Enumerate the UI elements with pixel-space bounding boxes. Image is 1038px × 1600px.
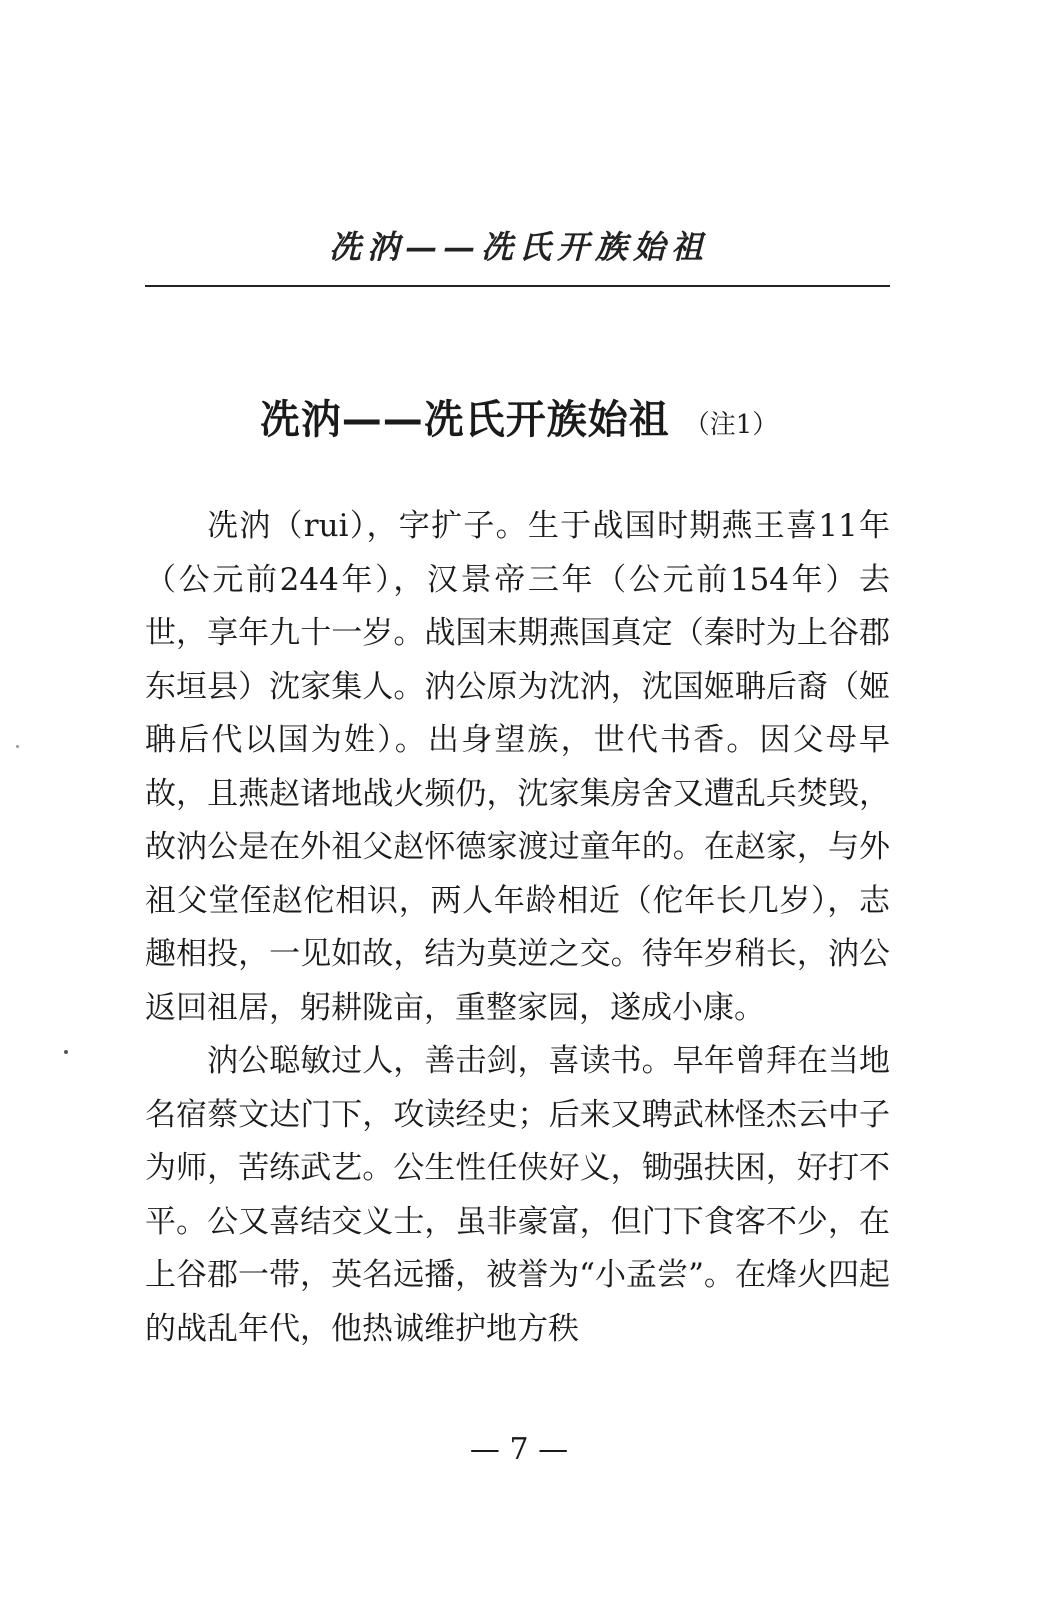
chapter-title-text: 冼汭——冼氏开族始祖 — [259, 397, 670, 443]
running-header: 冼汭——冼氏开族始祖 — [328, 228, 709, 266]
page-number: — 7 — — [469, 1432, 569, 1467]
chapter-title-note: （注1） — [683, 410, 779, 440]
print-speck — [16, 745, 19, 748]
body-text — [145, 500, 890, 1356]
print-speck — [64, 1050, 68, 1054]
paragraph-1: 冼汭（rui），字扩子。生于战国时期燕王喜11年（公元前244年），汉景帝三年（公元前154年）去世，享年九十一岁。战国末期燕国真定（秦时为上谷郡东垣县）沈家集人。汭公原为沈汭，沈国姬聃后裔（姬聃后代以国为姓）。出身望族，世代书香。因父母早故，且燕赵诸地战火频仍，沈家集房舍又遭乱兵焚毁，故汭公是在外祖父赵怀德家渡过童年的。在赵家，与外祖父堂侄赵佗相识，两人年龄相近（佗年长几岁），志趣相投，一见如故，结为莫逆之交。待年岁稍长，汭公返回祖居，躬耕陇亩，重整家园，遂成小康。 — [145, 508, 890, 1026]
paragraph-2: 汭公聪敏过人，善击剑，喜读书。早年曾拜在当地名宿蔡文达门下，攻读经史；后来又聘武林怪杰云中子为师，苦练武艺。公生性任侠好义，锄强扶困，好打不平。公又喜结交义士，虽非豪富，但门下食客不少，在上谷郡一带，英名远播，被誉为“小孟尝”。在烽火四起的战乱年代，他热诚维护地方秩 — [145, 1043, 890, 1347]
chapter-title — [0, 388, 1038, 445]
header-divider — [145, 285, 890, 287]
